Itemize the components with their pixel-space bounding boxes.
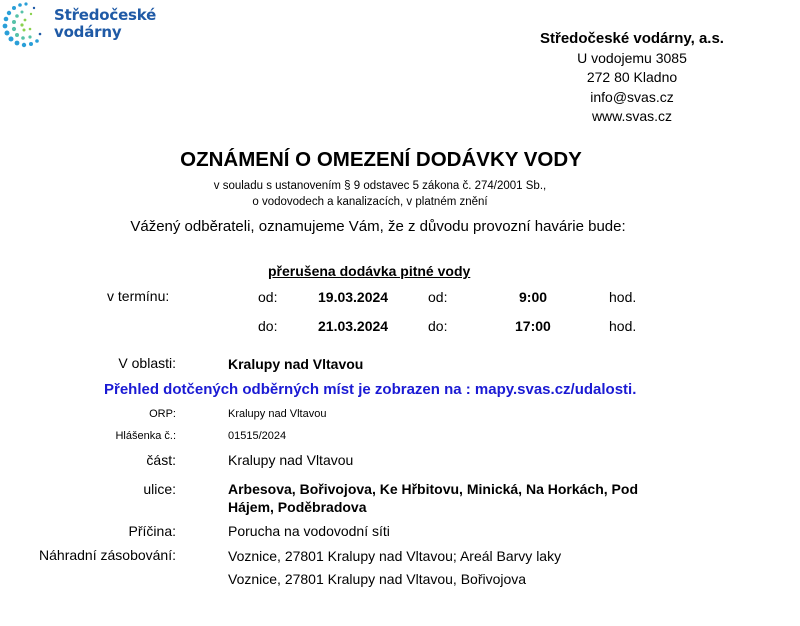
cause-label: Příčina:	[128, 523, 176, 539]
orp-label: ORP:	[149, 408, 176, 420]
overview-link[interactable]: Přehled dotčených odběrných míst je zobrazen na : mapy.svas.cz/udalosti.	[104, 381, 637, 398]
supply-line2: Voznice, 27801 Kralupy nad Vltavou, Bořivojova	[228, 571, 527, 587]
term-from-time: 9:00	[519, 289, 548, 305]
logo-text-line2: vodárny	[54, 23, 122, 41]
page-title: OZNÁMENÍ O OMEZENÍ DODÁVKY VODY	[180, 148, 582, 171]
interruption-heading: přerušena dodávka pitné vody	[268, 263, 471, 279]
company-name: Středočeské vodárny, a.s.	[540, 30, 724, 47]
term-label: v termínu:	[107, 288, 170, 304]
area-label: V oblasti:	[118, 355, 176, 371]
term-to-time: 17:00	[515, 318, 551, 334]
company-email[interactable]: info@svas.cz	[590, 89, 674, 105]
streets-line1: Arbesova, Bořivojova, Ke Hřbitovu, Minická, Na Horkách, Pod	[228, 481, 638, 497]
term-to-time-label: do:	[428, 318, 448, 334]
company-city: 272 80 Kladno	[586, 69, 678, 85]
legal-reference-line2: o vodovodech a kanalizacích, v platném znění	[252, 196, 488, 208]
area-value: Kralupy nad Vltavou	[228, 356, 364, 372]
part-value: Kralupy nad Vltavou	[228, 452, 354, 468]
orp-value: Kralupy nad Vltavou	[228, 408, 327, 420]
part-label: část:	[146, 452, 176, 468]
term-from-time-label: od:	[428, 289, 448, 305]
streets-line2: Hájem, Poděbradova	[228, 499, 367, 515]
report-label: Hlášenka č.:	[115, 430, 176, 442]
legal-reference-line1: v souladu s ustanovením § 9 odstavec 5 zákona č. 274/2001 Sb.,	[213, 180, 547, 192]
water-drops-logo-icon	[0, 0, 52, 50]
supply-line1: Voznice, 27801 Kralupy nad Vltavou; Areál Barvy laky	[228, 548, 562, 564]
cause-value: Porucha na vodovodní síti	[228, 523, 390, 539]
logo-text-line1: Středočeské	[54, 6, 157, 24]
term-to-label: do:	[258, 318, 278, 334]
streets-label: ulice:	[143, 481, 176, 497]
term-from-date: 19.03.2024	[318, 289, 389, 305]
company-logo	[0, 0, 170, 50]
report-value: 01515/2024	[228, 430, 287, 442]
term-from-label: od:	[258, 289, 278, 305]
company-street: U vodojemu 3085	[577, 50, 687, 66]
term-from-unit: hod.	[609, 289, 637, 305]
term-to-date: 21.03.2024	[318, 318, 389, 334]
term-to-unit: hod.	[609, 318, 637, 334]
intro-text: Vážený odběrateli, oznamujeme Vám, že z důvodu provozní havárie bude:	[130, 218, 626, 235]
supply-label: Náhradní zásobování:	[39, 547, 176, 563]
company-web[interactable]: www.svas.cz	[591, 108, 673, 124]
